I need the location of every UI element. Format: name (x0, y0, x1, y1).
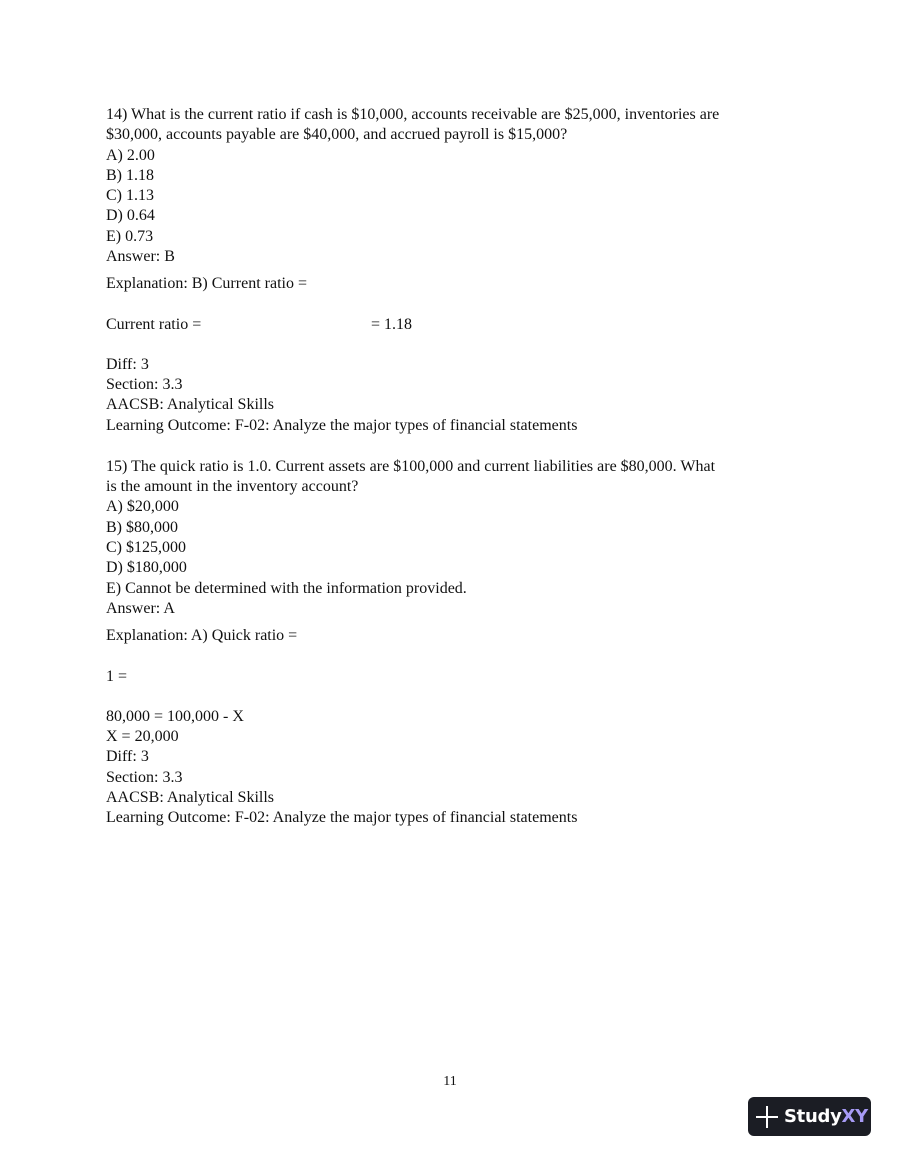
question-text: 14) What is the current ratio if cash is $10,000, accounts receivable are $25,000, inventories are (106, 106, 720, 123)
option-b: B) 1.18 (106, 166, 154, 184)
learning-outcome: Learning Outcome: F-02: Analyze the major types of financial statements (106, 416, 578, 434)
answer: Answer: B (106, 248, 175, 266)
option-d: D) $180,000 (106, 559, 187, 577)
aacsb: AACSB: Analytical Skills (106, 789, 275, 807)
question-text: 15) The quick ratio is 1.0. Current assets are $100,000 and current liabilities are $80,000. What (106, 457, 716, 475)
option-a: A) 2.00 (106, 146, 155, 164)
option-c: C) 1.13 (106, 187, 154, 205)
question-14 (106, 105, 796, 436)
page-number: 11 (443, 1074, 457, 1089)
option-a: A) $20,000 (106, 498, 179, 516)
formula-label: Current ratio = (106, 315, 202, 333)
option-e: E) 0.73 (106, 227, 154, 245)
learning-outcome: Learning Outcome: F-02: Analyze the major types of financial statements (106, 809, 578, 827)
formula-step-3: X = 20,000 (106, 728, 179, 746)
formula-result: = 1.18 (371, 315, 413, 333)
difficulty: Diff: 3 (106, 355, 149, 373)
formula-step-2: 80,000 = 100,000 - X (106, 707, 244, 725)
answer: Answer: A (106, 599, 175, 617)
badge-label: StudyXY (784, 1105, 868, 1127)
difficulty: Diff: 3 (106, 748, 149, 766)
plus-icon (756, 1106, 778, 1128)
formula-row (106, 315, 796, 335)
explanation: Explanation: A) Quick ratio = (106, 627, 298, 645)
explanation: Explanation: B) Current ratio = (106, 275, 307, 293)
option-d: D) 0.64 (106, 207, 155, 225)
question-text: $30,000, accounts payable are $40,000, and accrued payroll is $15,000? (106, 126, 568, 144)
question-15 (106, 457, 796, 829)
studyxy-badge[interactable] (748, 1097, 871, 1136)
formula-step-1: 1 = (106, 667, 128, 685)
option-e: E) Cannot be determined with the information provided. (106, 579, 467, 597)
option-b: B) $80,000 (106, 518, 178, 536)
page-content (106, 105, 796, 829)
section: Section: 3.3 (106, 768, 183, 786)
section: Section: 3.3 (106, 375, 183, 393)
aacsb: AACSB: Analytical Skills (106, 396, 275, 414)
option-c: C) $125,000 (106, 539, 186, 557)
question-text: is the amount in the inventory account? (106, 478, 359, 496)
